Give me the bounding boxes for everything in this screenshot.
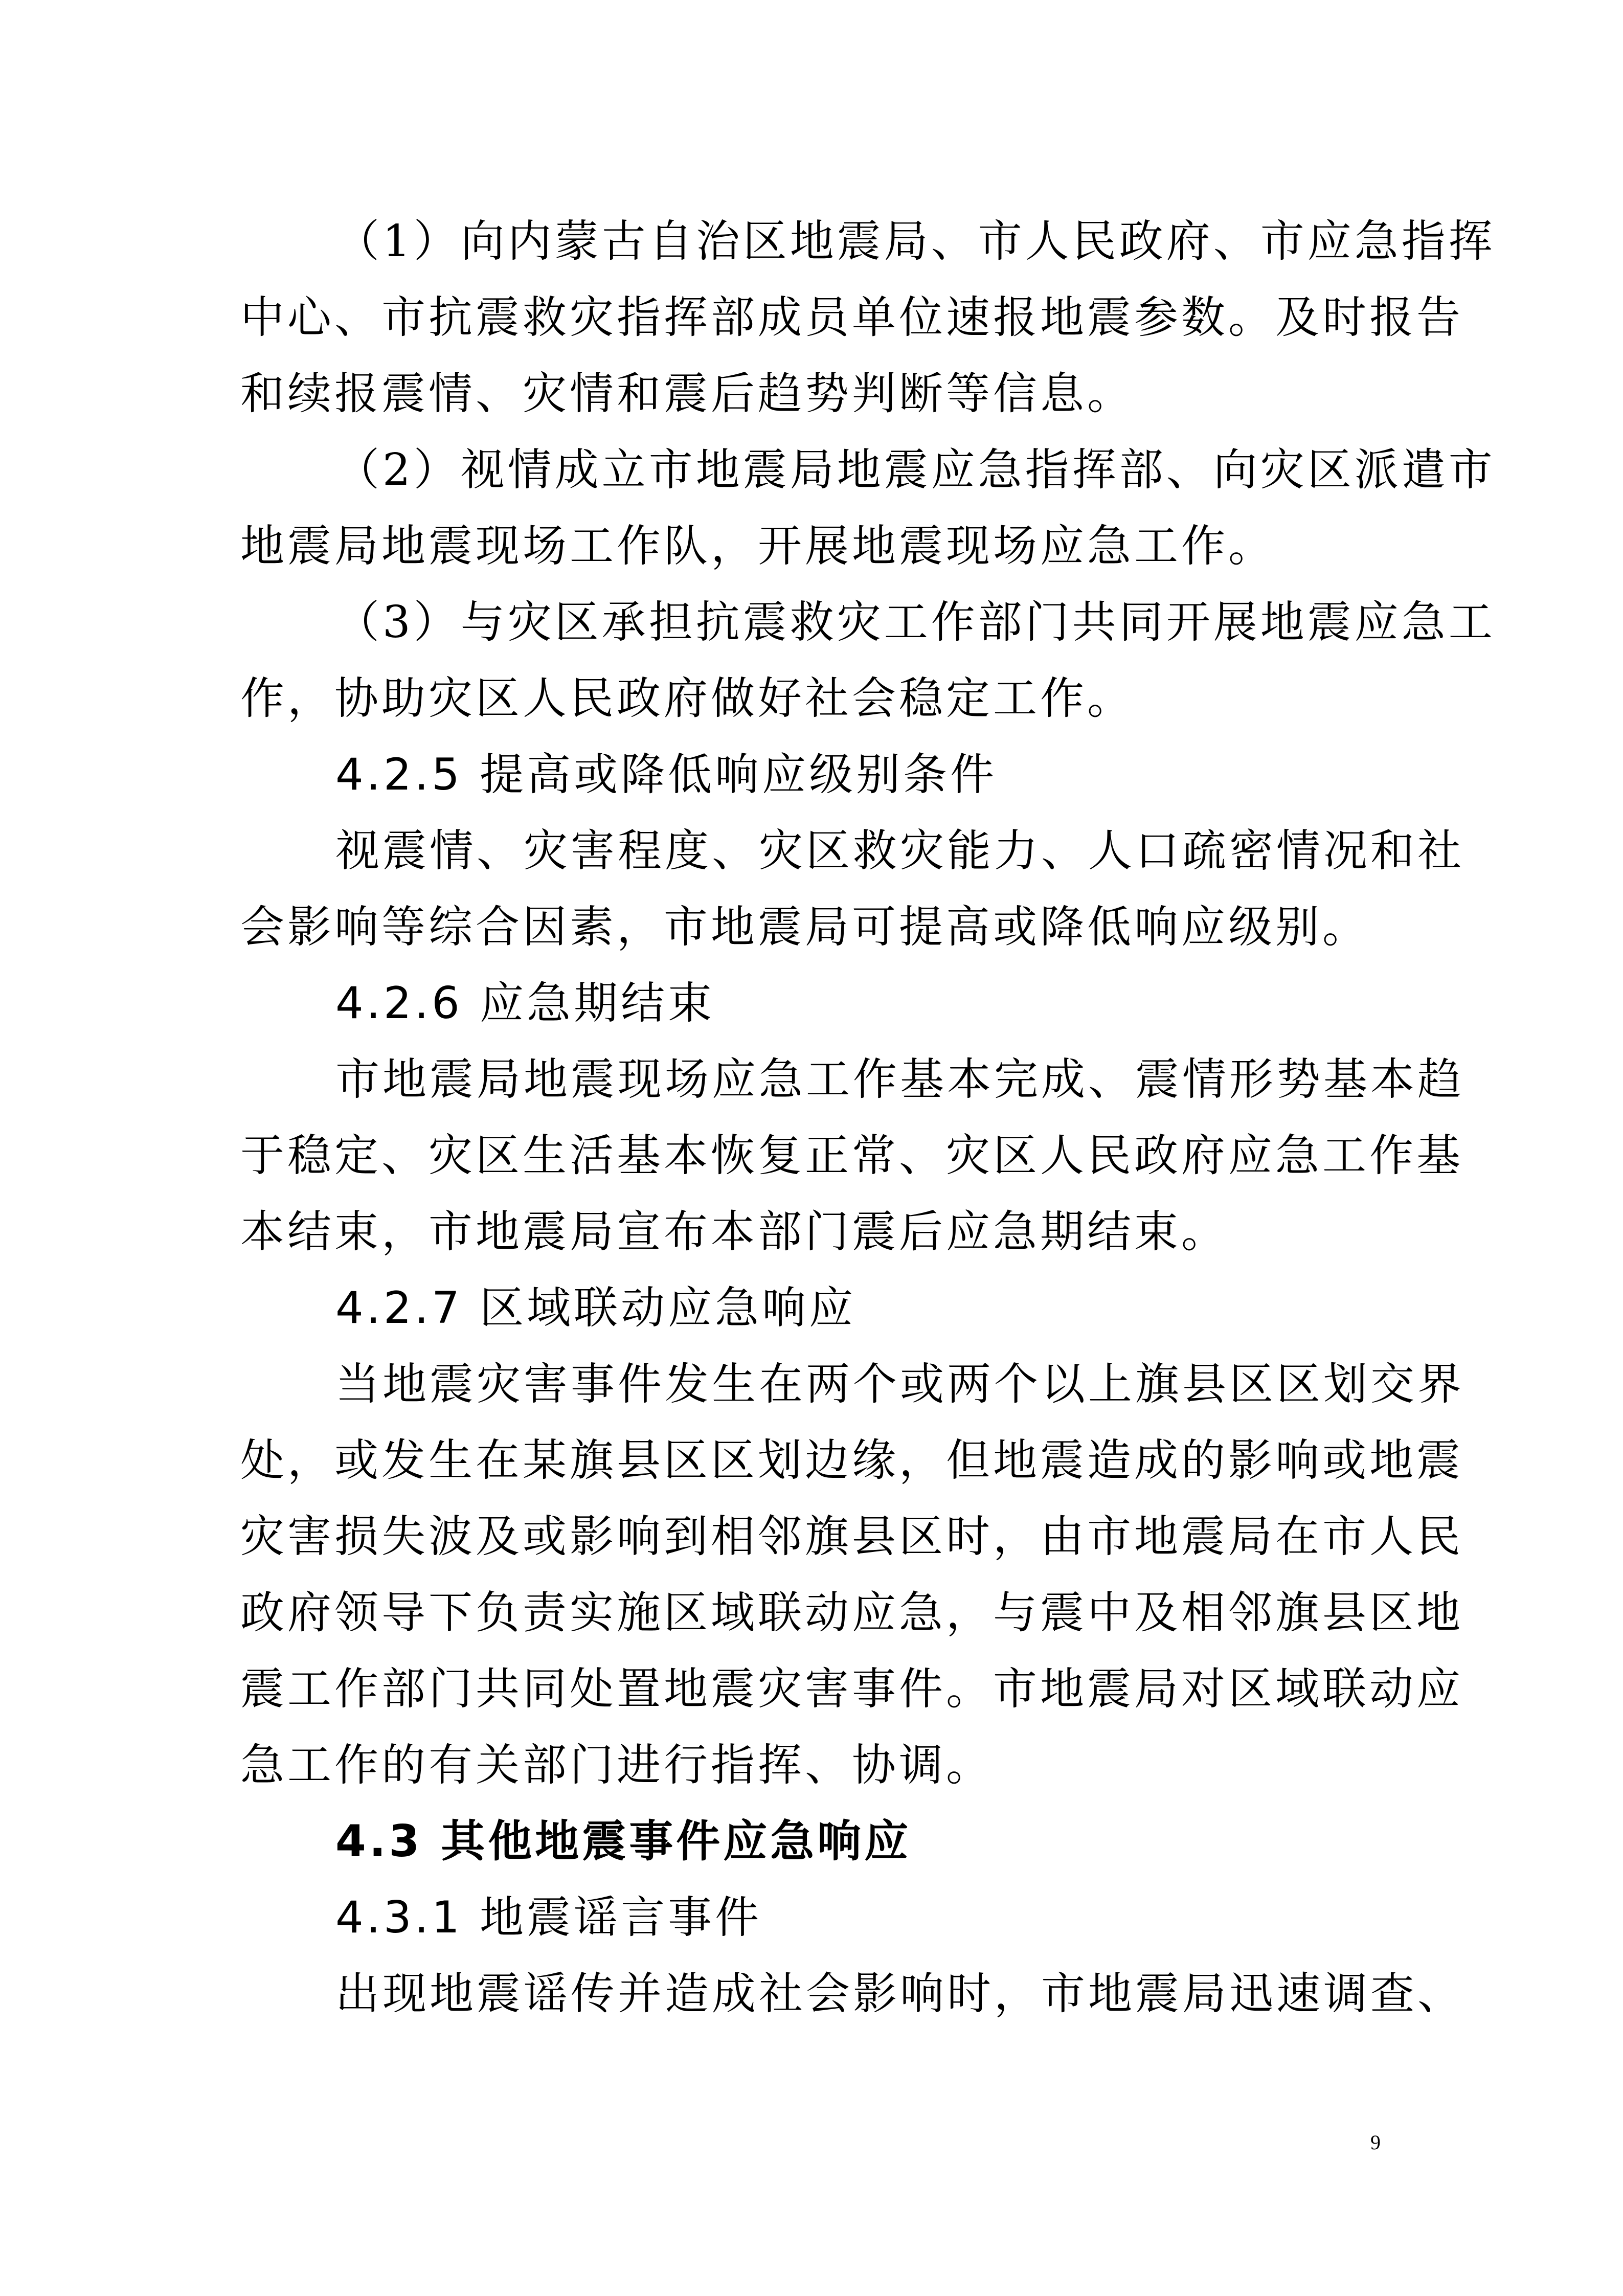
paragraph-rumor-event bbox=[240, 1956, 1464, 2032]
section-heading-4-2-7: 4.2.7 区域联动应急响应 bbox=[335, 1282, 856, 1334]
paragraph-regional-linkage bbox=[240, 1346, 1464, 1804]
section-heading-4-2-5: 4.2.5 提高或降低响应级别条件 bbox=[335, 749, 998, 800]
text-line: 处，或发生在某旗县区区划边缘，但地震造成的影响或地震 bbox=[240, 1435, 1463, 1486]
paragraph-response-level bbox=[240, 813, 1464, 965]
page-number: 9 bbox=[1370, 2131, 1381, 2154]
text-line: 急工作的有关部门进行指挥、协调。 bbox=[240, 1740, 993, 1791]
text-line: 灾害损失波及或影响到相邻旗县区时，由市地震局在市人民 bbox=[240, 1511, 1463, 1562]
text-line: （1）向内蒙古自治区地震局、市人民政府、市应急指挥 bbox=[335, 216, 1496, 267]
text-line: （2）视情成立市地震局地震应急指挥部、向灾区派遣市 bbox=[335, 444, 1496, 496]
text-line: 地震局地震现场工作队，开展地震现场应急工作。 bbox=[240, 521, 1275, 572]
paragraph-item-1 bbox=[240, 204, 1496, 432]
paragraph-item-2 bbox=[240, 432, 1496, 584]
paragraph-item-3 bbox=[240, 584, 1496, 737]
text-line: 出现地震谣传并造成社会影响时，市地震局迅速调查、 bbox=[335, 1968, 1464, 2019]
paragraph-emergency-period-end bbox=[240, 1042, 1464, 1270]
text-line: 政府领导下负责实施区域联动应急，与震中及相邻旗县区地 bbox=[240, 1587, 1463, 1638]
text-line: 当地震灾害事件发生在两个或两个以上旗县区区划交界 bbox=[335, 1359, 1464, 1410]
text-line: 和续报震情、灾情和震后趋势判断等信息。 bbox=[240, 368, 1134, 419]
section-heading-4-3-1: 4.3.1 地震谣言事件 bbox=[335, 1892, 762, 1943]
text-line: 本结束，市地震局宣布本部门震后应急期结束。 bbox=[240, 1206, 1228, 1257]
text-line: 视震情、灾害程度、灾区救灾能力、人口疏密情况和社 bbox=[335, 825, 1464, 876]
document-page bbox=[240, 204, 1496, 2032]
section-heading-4-2-6: 4.2.6 应急期结束 bbox=[335, 978, 715, 1029]
text-line: 市地震局地震现场应急工作基本完成、震情形势基本趋 bbox=[335, 1054, 1464, 1105]
text-line: （3）与灾区承担抗震救灾工作部门共同开展地震应急工 bbox=[335, 597, 1496, 648]
text-line: 会影响等综合因素，市地震局可提高或降低响应级别。 bbox=[240, 902, 1369, 953]
text-line: 于稳定、灾区生活基本恢复正常、灾区人民政府应急工作基 bbox=[240, 1130, 1463, 1181]
text-line: 作，协助灾区人民政府做好社会稳定工作。 bbox=[240, 673, 1134, 724]
text-line: 震工作部门共同处置地震灾害事件。市地震局对区域联动应 bbox=[240, 1663, 1463, 1715]
section-heading-4-3: 4.3 其他地震事件应急响应 bbox=[335, 1816, 912, 1867]
text-line: 中心、市抗震救灾指挥部成员单位速报地震参数。及时报告 bbox=[240, 292, 1463, 343]
